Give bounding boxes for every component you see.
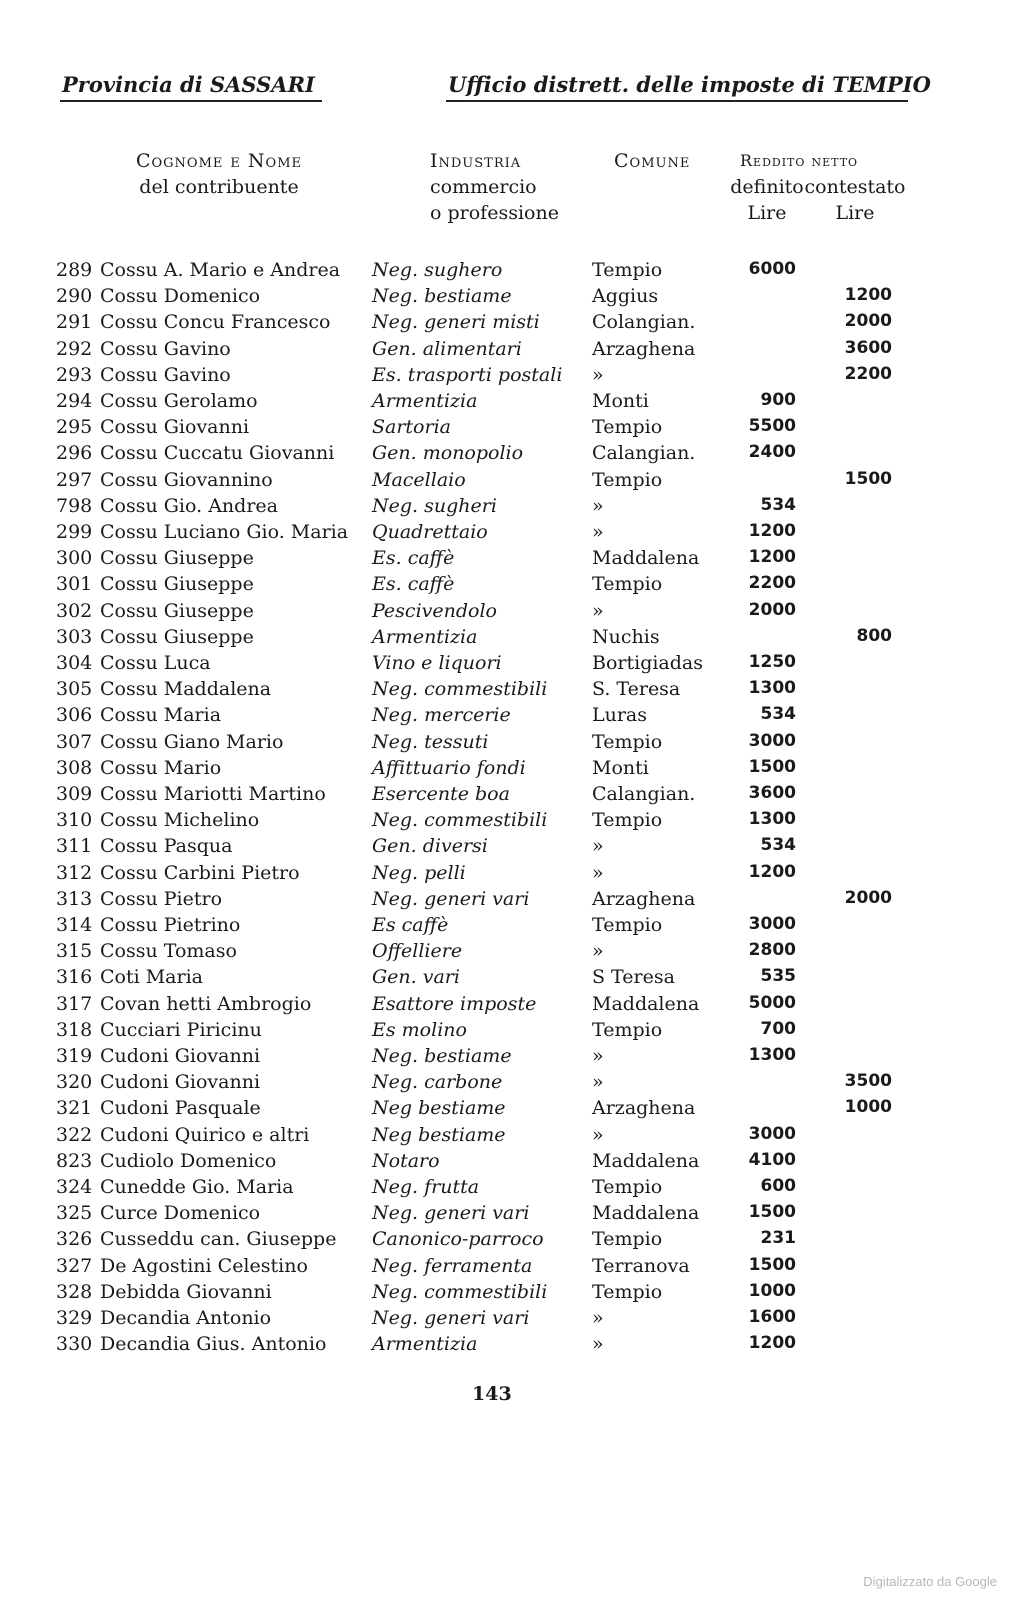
industry-profession: Pescivendolo xyxy=(372,599,497,622)
reddito-definito: 3000 xyxy=(748,1123,796,1144)
comune-name: Maddalena xyxy=(592,547,700,570)
reddito-definito: 2000 xyxy=(748,599,796,620)
row-number: 302 xyxy=(56,599,93,622)
taxpayer-name: Cossu Michelino xyxy=(100,809,260,832)
comune-name: Tempio xyxy=(592,573,663,596)
industry-profession: Neg. commestibili xyxy=(372,809,548,832)
row-number: 320 xyxy=(56,1071,93,1094)
industry-profession: Armentizia xyxy=(372,625,478,648)
reddito-definito: 6000 xyxy=(748,259,796,279)
industry-profession: Es. trasporti postali xyxy=(372,363,563,386)
comune-name: » xyxy=(592,940,604,963)
column-header-industry xyxy=(430,148,559,226)
taxpayer-name: Cossu Maddalena xyxy=(100,678,272,701)
table-row xyxy=(0,1228,1025,1254)
comune-name: » xyxy=(592,835,604,858)
row-number: 306 xyxy=(56,704,93,727)
table-row xyxy=(0,757,1025,783)
taxpayer-name: Coti Maria xyxy=(100,966,203,989)
industry-profession: Neg bestiame xyxy=(372,1123,506,1146)
table-row xyxy=(0,626,1025,652)
reddito-contestato: 2200 xyxy=(844,363,892,384)
table-row xyxy=(0,1150,1025,1176)
comune-name: S. Teresa xyxy=(592,678,681,701)
reddito-definito: 1600 xyxy=(748,1307,796,1327)
row-number: 311 xyxy=(56,835,93,858)
row-number: 317 xyxy=(56,992,93,1015)
reddito-definito: 1200 xyxy=(748,547,796,568)
industry-profession: Neg. bestiame xyxy=(372,1045,512,1067)
row-number: 305 xyxy=(56,678,93,701)
taxpayer-name: Cucciari Piricinu xyxy=(100,1018,262,1041)
reddito-definito: 1500 xyxy=(748,1254,796,1275)
table-row xyxy=(0,469,1025,495)
taxpayer-name: Decandia Antonio xyxy=(100,1307,272,1329)
industry-profession: Esercente boa xyxy=(372,783,510,805)
reddito-definito: 1250 xyxy=(748,652,796,672)
reddito-definito: 1300 xyxy=(748,678,796,699)
reddito-definito: 2400 xyxy=(748,442,796,463)
industry-profession: Neg. sugheri xyxy=(372,494,497,517)
table-row xyxy=(0,940,1025,966)
column-header-reddito: Reddito netto xyxy=(740,151,859,170)
comune-name: Maddalena xyxy=(592,1202,700,1225)
table-row xyxy=(0,1124,1025,1150)
reddito-definito: 900 xyxy=(760,390,796,410)
comune-name: Calangian. xyxy=(592,783,696,805)
comune-name: Colangian. xyxy=(592,311,696,334)
reddito-contestato: 2000 xyxy=(844,887,892,908)
comune-name: » xyxy=(592,494,604,517)
column-header-industry-line2: commercio xyxy=(430,176,537,198)
comune-name: » xyxy=(592,363,604,386)
taxpayer-name: Cossu Gio. Andrea xyxy=(100,494,278,517)
comune-name: Tempio xyxy=(592,1176,663,1198)
reddito-contestato: 2000 xyxy=(844,311,892,332)
table-row xyxy=(0,862,1025,888)
taxpayer-name: Cossu Gavino xyxy=(100,363,231,386)
province-header: Provincia di SASSARI xyxy=(62,72,315,97)
taxpayer-name: Cossu Giano Mario xyxy=(100,730,284,753)
table-row xyxy=(0,993,1025,1019)
comune-name: Tempio xyxy=(592,730,663,753)
table-row xyxy=(0,809,1025,835)
row-number: 307 xyxy=(56,730,93,753)
header-rule-left xyxy=(60,100,322,102)
comune-name: Luras xyxy=(592,704,648,727)
industry-profession: Esattore imposte xyxy=(372,992,537,1015)
industry-profession: Neg. generi misti xyxy=(372,311,540,334)
table-row xyxy=(0,835,1025,861)
industry-profession: Macellaio xyxy=(372,468,466,491)
reddito-definito: 1500 xyxy=(748,756,796,777)
comune-name: Terranova xyxy=(592,1254,690,1277)
industry-profession: Gen. diversi xyxy=(372,835,488,858)
table-row xyxy=(0,416,1025,442)
taxpayer-name: Cudoni Pasquale xyxy=(100,1097,261,1120)
table-row xyxy=(0,704,1025,730)
comune-name: » xyxy=(592,1045,604,1067)
row-number: 330 xyxy=(56,1333,93,1356)
industry-profession: Quadrettaio xyxy=(372,521,488,543)
row-number: 295 xyxy=(56,416,93,439)
comune-name: Tempio xyxy=(592,914,663,936)
column-header-industry-line1: Industria xyxy=(430,150,522,172)
industry-profession: Neg. bestiame xyxy=(372,285,512,308)
column-header-comune: Comune xyxy=(614,150,691,172)
taxpayer-name: Cossu Giuseppe xyxy=(100,599,254,622)
table-row xyxy=(0,1097,1025,1123)
comune-name: S Teresa xyxy=(592,966,675,989)
comune-name: Monti xyxy=(592,756,649,779)
comune-name: Monti xyxy=(592,390,649,412)
reddito-contestato: 1000 xyxy=(844,1097,892,1118)
reddito-definito: 1000 xyxy=(748,1280,796,1301)
row-number: 325 xyxy=(56,1202,93,1225)
watermark: Digitalizzato da Google xyxy=(863,1574,997,1589)
table-row xyxy=(0,285,1025,311)
industry-profession: Notaro xyxy=(372,1149,440,1172)
industry-profession: Neg. tessuti xyxy=(372,730,489,753)
taxpayer-name: Cudiolo Domenico xyxy=(100,1149,277,1172)
industry-profession: Neg. ferramenta xyxy=(372,1254,533,1277)
taxpayer-name: Cudoni Giovanni xyxy=(100,1071,261,1094)
industry-profession: Neg. generi vari xyxy=(372,887,530,910)
taxpayer-name: Cusseddu can. Giuseppe xyxy=(100,1228,337,1251)
industry-profession: Affittuario fondi xyxy=(372,756,526,779)
taxpayer-name: De Agostini Celestino xyxy=(100,1254,308,1277)
row-number: 321 xyxy=(56,1097,93,1120)
row-number: 327 xyxy=(56,1254,93,1277)
table-row xyxy=(0,652,1025,678)
table-row xyxy=(0,1255,1025,1281)
industry-profession: Es. caffè xyxy=(372,547,455,570)
reddito-definito: 700 xyxy=(760,1018,796,1039)
reddito-contestato: 1500 xyxy=(844,468,892,489)
comune-name: Tempio xyxy=(592,416,663,439)
reddito-definito: 3600 xyxy=(748,783,796,803)
comune-name: » xyxy=(592,599,604,622)
table-row xyxy=(0,1281,1025,1307)
table-row xyxy=(0,731,1025,757)
column-header-name xyxy=(104,148,334,200)
reddito-contestato: 1200 xyxy=(844,285,892,306)
table-row xyxy=(0,521,1025,547)
row-number: 329 xyxy=(56,1307,93,1329)
row-number: 310 xyxy=(56,809,93,832)
reddito-definito: 534 xyxy=(760,704,796,725)
row-number: 312 xyxy=(56,861,93,884)
industry-profession: Vino e liquori xyxy=(372,652,502,674)
comune-name: Tempio xyxy=(592,1018,663,1041)
row-number: 291 xyxy=(56,311,93,334)
row-number: 314 xyxy=(56,914,93,936)
reddito-definito: 231 xyxy=(760,1228,796,1249)
taxpayer-name: Cossu Carbini Pietro xyxy=(100,861,300,884)
column-header-contestato-label: contestato xyxy=(804,176,906,198)
industry-profession: Neg. carbone xyxy=(372,1071,503,1094)
taxpayer-name: Cossu A. Mario e Andrea xyxy=(100,259,341,281)
taxpayer-name: Cossu Giovannino xyxy=(100,468,273,491)
table-row xyxy=(0,1202,1025,1228)
comune-name: » xyxy=(592,521,604,543)
reddito-definito: 534 xyxy=(760,494,796,515)
industry-profession: Sartoria xyxy=(372,416,451,439)
industry-profession: Armentizia xyxy=(372,390,478,412)
header-rule-right xyxy=(446,100,908,102)
row-number: 319 xyxy=(56,1045,93,1067)
row-number: 322 xyxy=(56,1123,93,1146)
taxpayer-name: Cossu Tomaso xyxy=(100,940,237,963)
taxpayer-name: Cossu Domenico xyxy=(100,285,261,308)
row-number: 297 xyxy=(56,468,93,491)
taxpayer-name: Cudoni Quirico e altri xyxy=(100,1123,310,1146)
page-number: 143 xyxy=(472,1383,512,1405)
industry-profession: Neg. generi vari xyxy=(372,1307,530,1329)
taxpayer-name: Cossu Mariotti Martino xyxy=(100,783,326,805)
row-number: 328 xyxy=(56,1280,93,1303)
column-header-contestato-unit: Lire xyxy=(835,202,875,224)
comune-name: Tempio xyxy=(592,809,663,832)
reddito-definito: 534 xyxy=(760,835,796,856)
office-header: Ufficio distrett. delle imposte di TEMPIO xyxy=(448,72,931,97)
row-number: 300 xyxy=(56,547,93,570)
reddito-definito: 2800 xyxy=(748,940,796,961)
column-header-definito-label: definito xyxy=(730,176,804,198)
industry-profession: Neg. mercerie xyxy=(372,704,511,727)
taxpayer-name: Cossu Giuseppe xyxy=(100,625,254,648)
taxpayer-name: Cossu Luciano Gio. Maria xyxy=(100,521,349,543)
row-number: 318 xyxy=(56,1018,93,1041)
reddito-definito: 1500 xyxy=(748,1202,796,1223)
row-number: 324 xyxy=(56,1176,93,1198)
taxpayer-name: Debidda Giovanni xyxy=(100,1280,272,1303)
row-number: 293 xyxy=(56,363,93,386)
row-number: 308 xyxy=(56,756,93,779)
reddito-contestato: 800 xyxy=(856,625,892,646)
comune-name: » xyxy=(592,1333,604,1356)
industry-profession: Neg bestiame xyxy=(372,1097,506,1120)
reddito-definito: 5000 xyxy=(748,992,796,1013)
column-header-definito-unit: Lire xyxy=(747,202,787,224)
reddito-definito: 1300 xyxy=(748,809,796,830)
taxpayer-name: Covan hetti Ambrogio xyxy=(100,992,312,1015)
table-row xyxy=(0,1307,1025,1333)
reddito-definito: 535 xyxy=(760,966,796,987)
row-number: 296 xyxy=(56,442,93,465)
column-header-industry-line3: o professione xyxy=(430,202,559,224)
row-number: 289 xyxy=(56,259,93,281)
taxpayer-name: Cossu Pietro xyxy=(100,887,223,910)
row-number: 823 xyxy=(56,1149,93,1172)
table-row xyxy=(0,338,1025,364)
industry-profession: Es caffè xyxy=(372,914,449,936)
row-number: 299 xyxy=(56,521,93,543)
table-row xyxy=(0,600,1025,626)
reddito-definito: 600 xyxy=(760,1176,796,1196)
taxpayer-name: Decandia Gius. Antonio xyxy=(100,1333,327,1356)
row-number: 301 xyxy=(56,573,93,596)
table-row xyxy=(0,914,1025,940)
industry-profession: Armentizia xyxy=(372,1333,478,1356)
table-row xyxy=(0,573,1025,599)
comune-name: Arzaghena xyxy=(592,1097,696,1120)
row-number: 292 xyxy=(56,337,93,360)
row-number: 313 xyxy=(56,887,93,910)
table-row xyxy=(0,966,1025,992)
industry-profession: Neg. pelli xyxy=(372,861,466,884)
row-number: 294 xyxy=(56,390,93,412)
reddito-definito: 2200 xyxy=(748,573,796,594)
table-row xyxy=(0,1176,1025,1202)
taxpayer-name: Cudoni Giovanni xyxy=(100,1045,261,1067)
industry-profession: Offelliere xyxy=(372,940,463,963)
column-header-name-line2: del contribuente xyxy=(139,176,299,198)
industry-profession: Es. caffè xyxy=(372,573,455,596)
table-row xyxy=(0,678,1025,704)
comune-name: » xyxy=(592,1307,604,1329)
comune-name: » xyxy=(592,861,604,884)
table-row xyxy=(0,364,1025,390)
table-row xyxy=(0,1045,1025,1071)
comune-name: Calangian. xyxy=(592,442,696,465)
taxpayer-name: Cossu Gerolamo xyxy=(100,390,258,412)
taxpayer-name: Cossu Giuseppe xyxy=(100,573,254,596)
reddito-contestato: 3500 xyxy=(844,1071,892,1092)
table-row xyxy=(0,1019,1025,1045)
comune-name: Arzaghena xyxy=(592,337,696,360)
comune-name: » xyxy=(592,1123,604,1146)
reddito-definito: 1200 xyxy=(748,861,796,882)
industry-profession: Gen. alimentari xyxy=(372,337,522,360)
table-row xyxy=(0,1071,1025,1097)
comune-name: Maddalena xyxy=(592,1149,700,1172)
taxpayer-name: Cossu Luca xyxy=(100,652,211,674)
row-number: 326 xyxy=(56,1228,93,1251)
comune-name: Arzaghena xyxy=(592,887,696,910)
comune-name: Maddalena xyxy=(592,992,700,1015)
industry-profession: Canonico-parroco xyxy=(372,1228,544,1251)
taxpayer-name: Cossu Cuccatu Giovanni xyxy=(100,442,335,465)
table-row xyxy=(0,442,1025,468)
taxpayer-name: Cossu Gavino xyxy=(100,337,231,360)
column-header-name-line1: Cognome e Nome xyxy=(135,150,303,172)
reddito-definito: 1300 xyxy=(748,1045,796,1065)
taxpayer-name: Cossu Pietrino xyxy=(100,914,241,936)
taxpayer-name: Cunedde Gio. Maria xyxy=(100,1176,294,1198)
taxpayer-name: Cossu Maria xyxy=(100,704,222,727)
industry-profession: Neg. sughero xyxy=(372,259,503,281)
reddito-definito: 4100 xyxy=(748,1149,796,1170)
reddito-definito: 5500 xyxy=(748,416,796,437)
comune-name: Tempio xyxy=(592,259,663,281)
industry-profession: Gen. monopolio xyxy=(372,442,524,465)
taxpayer-name: Curce Domenico xyxy=(100,1202,261,1225)
row-number: 315 xyxy=(56,940,93,963)
reddito-definito: 3000 xyxy=(748,914,796,934)
comune-name: Tempio xyxy=(592,1228,663,1251)
taxpayer-name: Cossu Pasqua xyxy=(100,835,233,858)
comune-name: Bortigiadas xyxy=(592,652,704,674)
comune-name: Tempio xyxy=(592,468,663,491)
table-row xyxy=(0,783,1025,809)
industry-profession: Gen. vari xyxy=(372,966,460,989)
column-header-contestato xyxy=(800,174,910,226)
table-row xyxy=(0,495,1025,521)
table-row xyxy=(0,311,1025,337)
comune-name: Aggius xyxy=(592,285,659,308)
row-number: 290 xyxy=(56,285,93,308)
table-row xyxy=(0,547,1025,573)
table-row xyxy=(0,259,1025,285)
row-number: 309 xyxy=(56,783,93,805)
table-row xyxy=(0,390,1025,416)
table-row xyxy=(0,888,1025,914)
taxpayer-name: Cossu Mario xyxy=(100,756,222,779)
row-number: 798 xyxy=(56,494,93,517)
taxpayer-name: Cossu Concu Francesco xyxy=(100,311,331,334)
taxpayer-name: Cossu Giovanni xyxy=(100,416,250,439)
comune-name: Tempio xyxy=(592,1280,663,1303)
table-row xyxy=(0,1333,1025,1359)
reddito-definito: 1200 xyxy=(748,1333,796,1354)
row-number: 304 xyxy=(56,652,93,674)
industry-profession: Neg. commestibili xyxy=(372,678,548,701)
industry-profession: Neg. generi vari xyxy=(372,1202,530,1225)
reddito-contestato: 3600 xyxy=(844,337,892,358)
industry-profession: Neg. commestibili xyxy=(372,1280,548,1303)
taxpayer-name: Cossu Giuseppe xyxy=(100,547,254,570)
row-number: 303 xyxy=(56,625,93,648)
industry-profession: Es molino xyxy=(372,1018,467,1041)
reddito-definito: 3000 xyxy=(748,730,796,751)
comune-name: Nuchis xyxy=(592,625,660,648)
reddito-definito: 1200 xyxy=(748,521,796,541)
industry-profession: Neg. frutta xyxy=(372,1176,480,1198)
row-number: 316 xyxy=(56,966,93,989)
comune-name: » xyxy=(592,1071,604,1094)
